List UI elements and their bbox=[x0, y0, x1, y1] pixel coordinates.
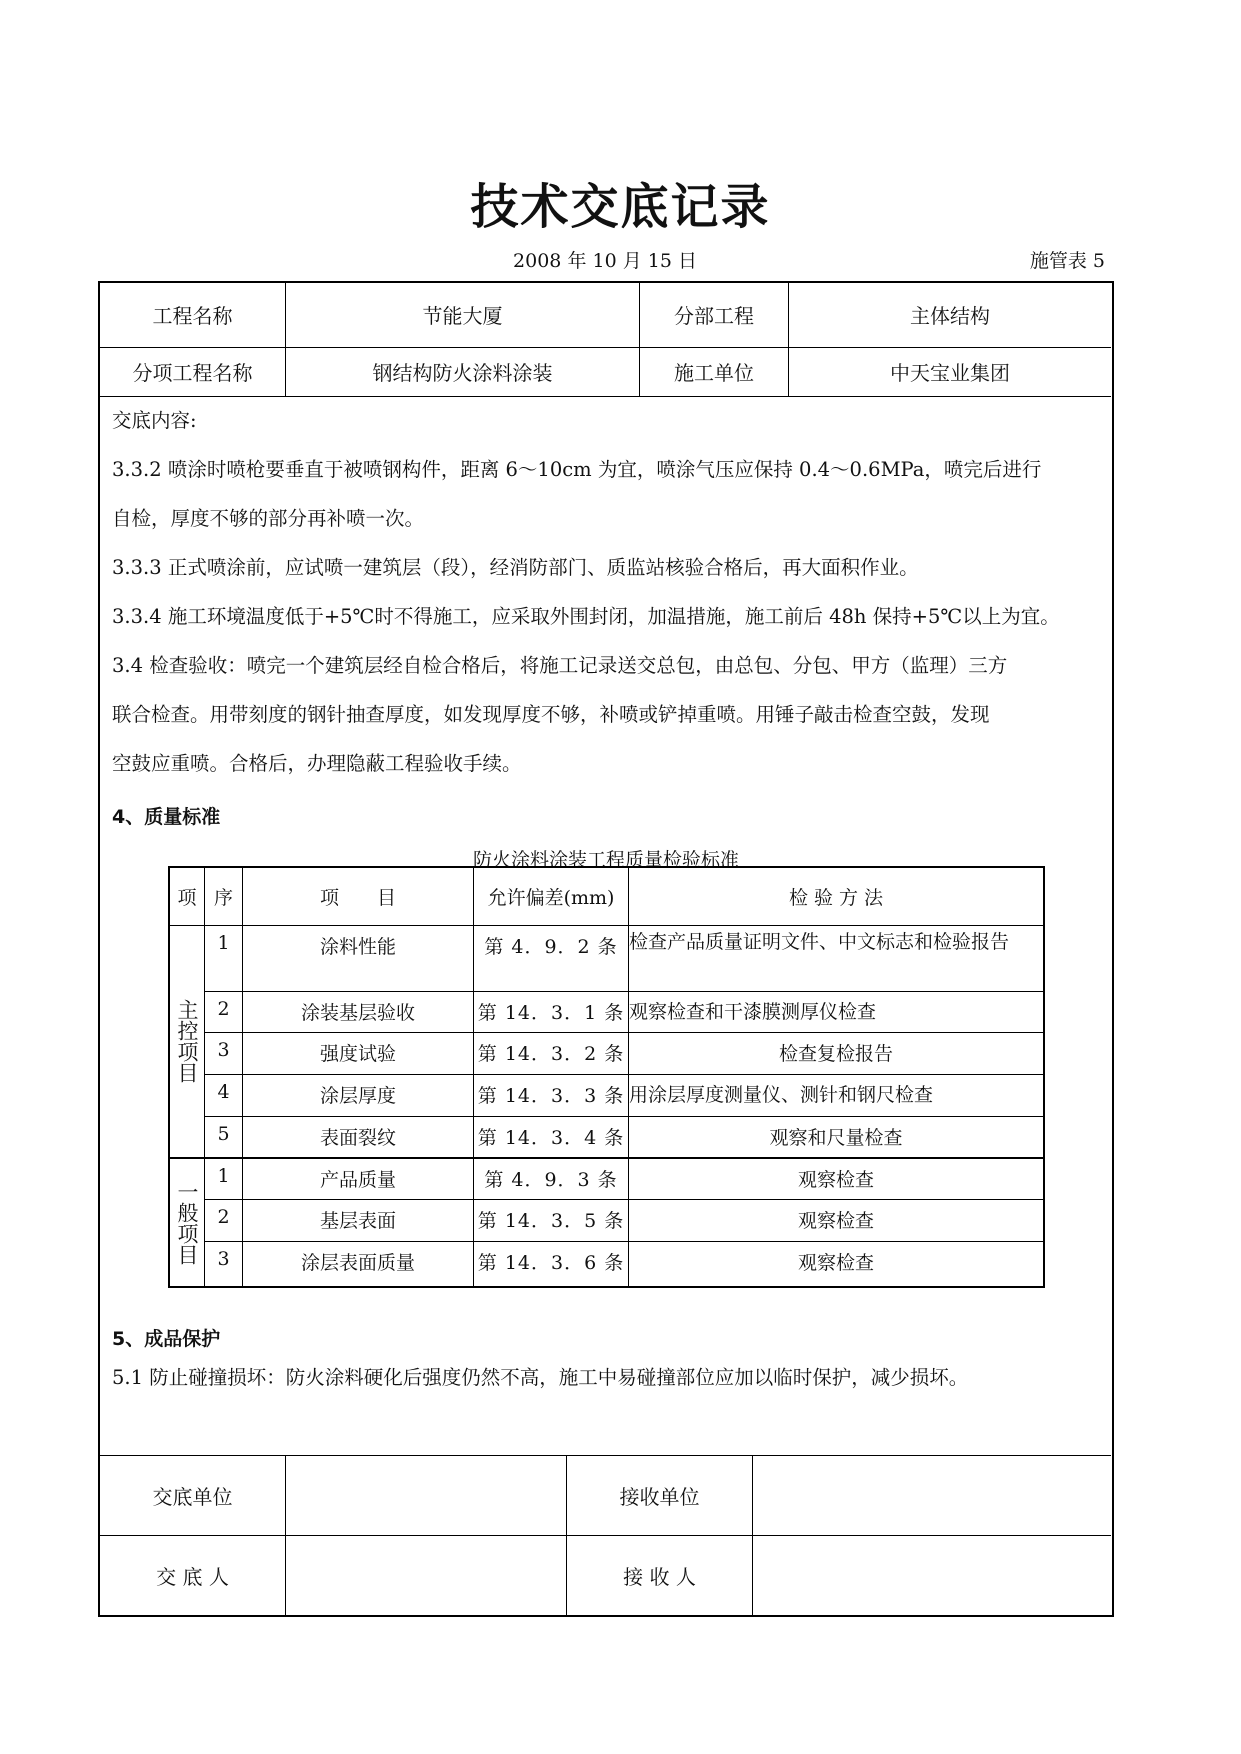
quality-standard-table bbox=[168, 866, 1045, 1288]
row-tolerance: 第 4．9．3 条 bbox=[474, 1158, 629, 1199]
content-line: 3.3.2 喷涂时喷枪要垂直于被喷钢构件，距离 6～10cm 为宜，喷涂气压应保持 0.4～0.6MPa，喷完后进行 bbox=[112, 458, 1042, 481]
row-tolerance: 第 14．3．1 条 bbox=[474, 991, 629, 1032]
receiver-unit-label: 接收单位 bbox=[567, 1455, 753, 1535]
row-item: 涂料性能 bbox=[243, 925, 474, 991]
receiver-person-field bbox=[753, 1535, 1112, 1615]
row-no: 5 bbox=[205, 1116, 243, 1158]
division-value: 主体结构 bbox=[789, 283, 1112, 347]
col-header-no: 序 bbox=[205, 867, 243, 925]
content-line: 3.3.3 正式喷涂前，应试喷一建筑层（段），经消防部门、质监站核验合格后，再大面积作业。 bbox=[112, 556, 919, 579]
row-no: 4 bbox=[205, 1074, 243, 1116]
row-tolerance: 第 4．9．2 条 bbox=[474, 925, 629, 991]
row-no: 2 bbox=[205, 991, 243, 1032]
row-method: 观察检查和干漆膜测厚仪检查 bbox=[629, 991, 1045, 1032]
content-line: 空鼓应重喷。合格后，办理隐蔽工程验收手续。 bbox=[112, 752, 522, 775]
division-label: 分部工程 bbox=[640, 283, 789, 347]
table-row bbox=[169, 1074, 1044, 1116]
row-item: 强度试验 bbox=[243, 1032, 474, 1074]
row-tolerance: 第 14．3．3 条 bbox=[474, 1074, 629, 1116]
row-method: 用涂层厚度测量仪、测针和钢尺检查 bbox=[629, 1074, 1045, 1116]
handover-person-label: 交 底 人 bbox=[100, 1535, 286, 1615]
section-5-line: 5.1 防止碰撞损坏：防火涂料硬化后强度仍然不高，施工中易碰撞部位应加以临时保护，减少损坏。 bbox=[112, 1366, 969, 1389]
content-line: 3.3.4 施工环境温度低于+5℃时不得施工，应采取外围封闭，加温措施，施工前后 48h 保持+5℃以上为宜。 bbox=[112, 605, 1060, 628]
project-name-label: 工程名称 bbox=[100, 283, 286, 347]
content-line: 联合检查。用带刻度的钢针抽查厚度，如发现厚度不够，补喷或铲掉重喷。用锤子敲击检查空鼓，发现 bbox=[112, 703, 990, 726]
table-row bbox=[169, 1199, 1044, 1241]
receiver-unit-field bbox=[753, 1455, 1112, 1535]
row-tolerance: 第 14．3．5 条 bbox=[474, 1199, 629, 1241]
contractor-label: 施工单位 bbox=[640, 347, 789, 396]
record-date: 2008 年 10 月 15 日 bbox=[513, 250, 697, 272]
receiver-person-label: 接 收 人 bbox=[567, 1535, 753, 1615]
table-row bbox=[169, 991, 1044, 1032]
row-item: 表面裂纹 bbox=[243, 1116, 474, 1158]
row-item: 产品质量 bbox=[243, 1158, 474, 1199]
contractor-value: 中天宝业集团 bbox=[789, 347, 1112, 396]
table-row bbox=[169, 1241, 1044, 1287]
quality-table-title: 防火涂料涂装工程质量检验标准 bbox=[472, 849, 739, 871]
table-row bbox=[169, 1158, 1044, 1199]
row-method: 观察检查 bbox=[629, 1199, 1045, 1241]
row-no: 3 bbox=[205, 1241, 243, 1287]
row-item: 涂层厚度 bbox=[243, 1074, 474, 1116]
row-method: 观察检查 bbox=[629, 1241, 1045, 1287]
table-row bbox=[169, 1032, 1044, 1074]
row-item: 基层表面 bbox=[243, 1199, 474, 1241]
group-label-main-control: 主控项目 bbox=[169, 925, 205, 1158]
record-frame bbox=[98, 281, 1114, 1617]
group-label-general: 一般项目 bbox=[169, 1158, 205, 1287]
section-5-heading: 5、成品保护 bbox=[112, 1328, 221, 1350]
content-line: 3.4 检查验收：喷完一个建筑层经自检合格后，将施工记录送交总包，由总包、分包、甲方（监理）三方 bbox=[112, 654, 1008, 677]
row-item: 涂层表面质量 bbox=[243, 1241, 474, 1287]
row-item: 涂装基层验收 bbox=[243, 991, 474, 1032]
form-number: 施管表 5 bbox=[1029, 250, 1105, 272]
table-row bbox=[169, 1116, 1044, 1158]
subitem-label: 分项工程名称 bbox=[100, 347, 286, 396]
handover-unit-label: 交底单位 bbox=[100, 1455, 286, 1535]
content-label: 交底内容: bbox=[112, 409, 197, 432]
handover-unit-field bbox=[286, 1455, 567, 1535]
row-method: 观察和尺量检查 bbox=[629, 1116, 1045, 1158]
col-header-item: 项 目 bbox=[243, 867, 474, 925]
row-method: 检查复检报告 bbox=[629, 1032, 1045, 1074]
row-method: 观察检查 bbox=[629, 1158, 1045, 1199]
row-tolerance: 第 14．3．2 条 bbox=[474, 1032, 629, 1074]
content-line: 自检，厚度不够的部分再补喷一次。 bbox=[112, 507, 425, 530]
row-no: 3 bbox=[205, 1032, 243, 1074]
row-tolerance: 第 14．3．4 条 bbox=[474, 1116, 629, 1158]
row-method: 检查产品质量证明文件、中文标志和检验报告 bbox=[629, 925, 1045, 991]
row-no: 1 bbox=[205, 925, 243, 991]
row-no: 1 bbox=[205, 1158, 243, 1199]
project-header-table bbox=[100, 283, 1111, 397]
project-name-value: 节能大厦 bbox=[286, 283, 640, 347]
section-4-heading: 4、质量标准 bbox=[112, 806, 221, 828]
table-row bbox=[169, 925, 1044, 991]
col-header-tolerance: 允许偏差(mm) bbox=[474, 867, 629, 925]
page-title: 技术交底记录 bbox=[470, 179, 771, 235]
subitem-value: 钢结构防火涂料涂装 bbox=[286, 347, 640, 396]
col-header-method: 检 验 方 法 bbox=[629, 867, 1045, 925]
row-no: 2 bbox=[205, 1199, 243, 1241]
signature-table bbox=[100, 1455, 1111, 1616]
col-header-category: 项 bbox=[169, 867, 205, 925]
handover-person-field bbox=[286, 1535, 567, 1615]
row-tolerance: 第 14．3．6 条 bbox=[474, 1241, 629, 1287]
